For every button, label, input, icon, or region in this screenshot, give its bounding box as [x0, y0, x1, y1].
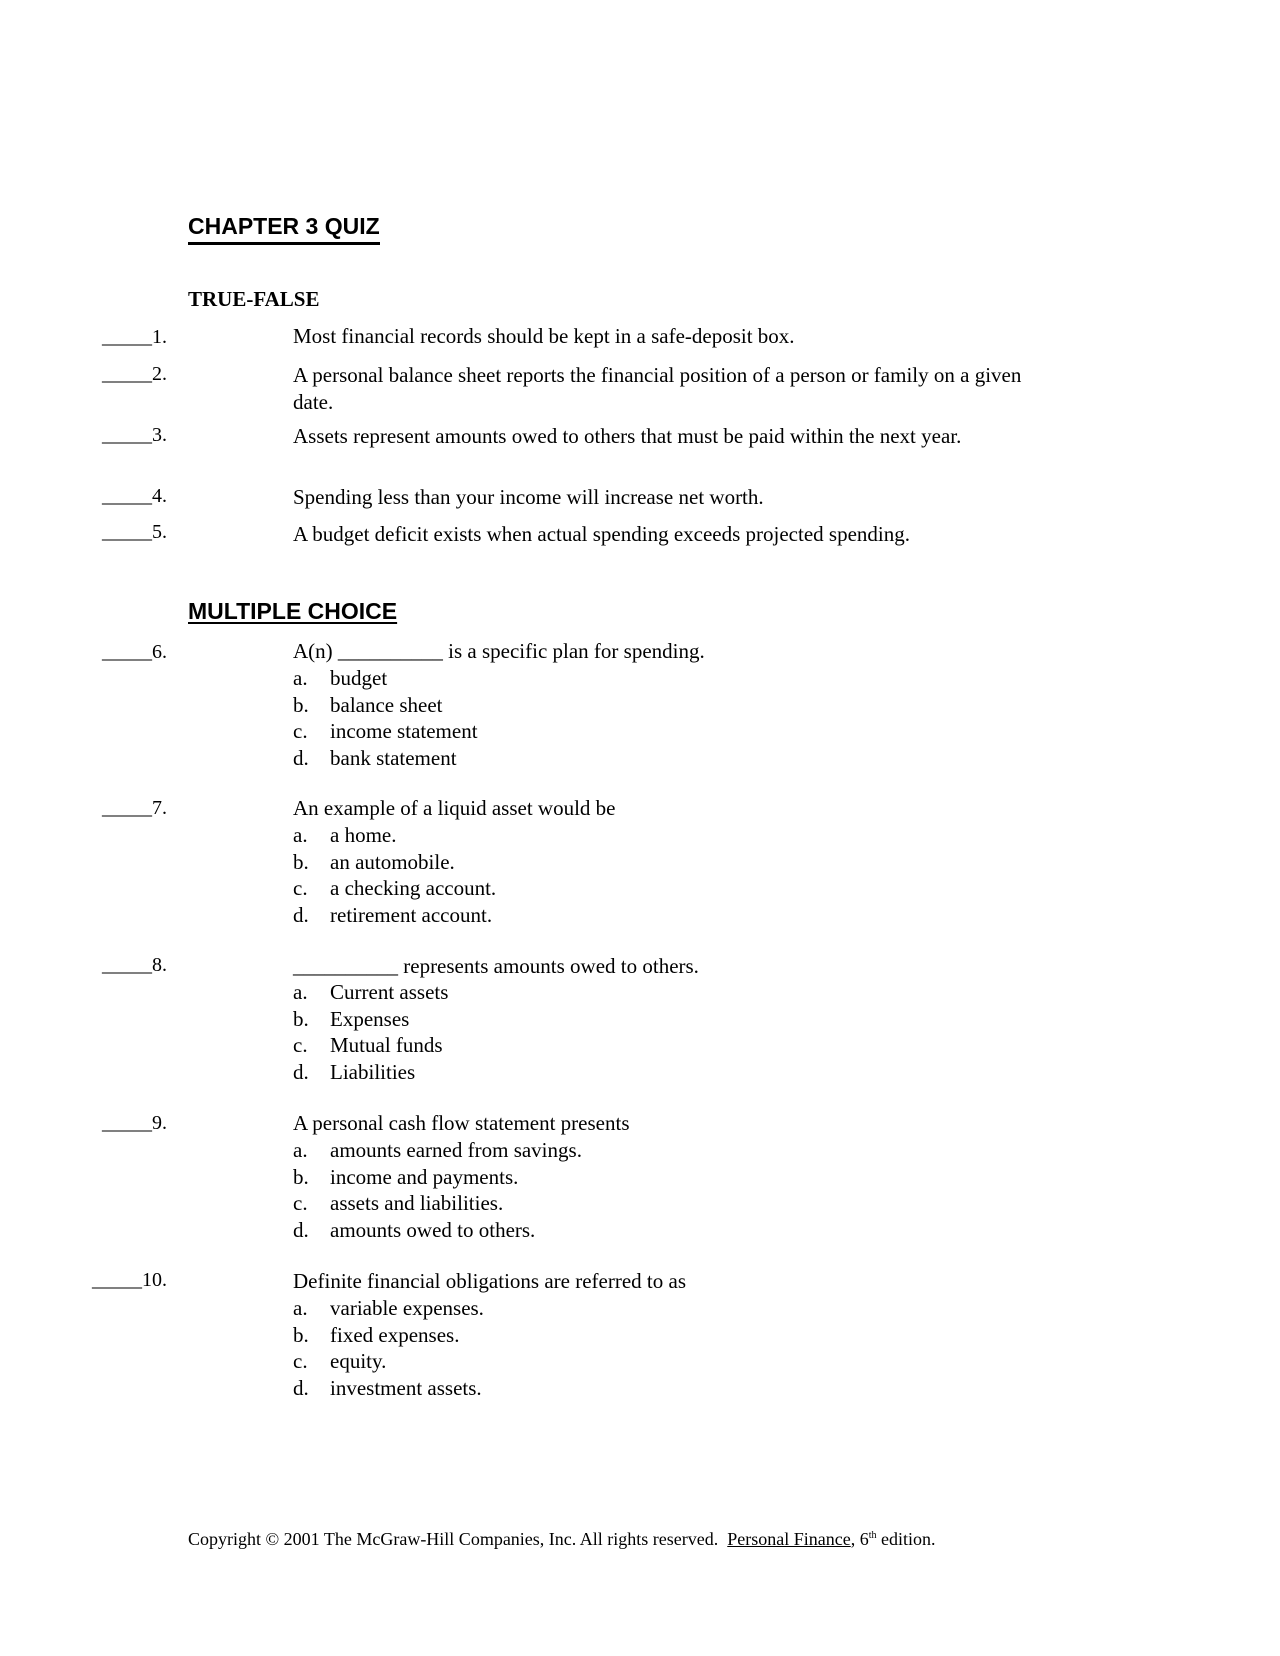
- true-false-heading: TRUE-FALSE: [188, 287, 320, 311]
- option-item: [293, 1348, 484, 1375]
- option-letter: d.: [293, 1059, 309, 1084]
- mc-question-10-number: _____10.: [92, 1269, 167, 1291]
- option-letter: a.: [293, 1138, 308, 1162]
- option-item: [293, 1295, 484, 1322]
- tf-question-5-number: _____5.: [102, 521, 167, 543]
- option-item: [293, 849, 496, 876]
- edition-suffix: th: [868, 1530, 877, 1541]
- tf-question-2-number: _____2.: [102, 363, 167, 385]
- mc-question-7-number: _____7.: [102, 797, 167, 819]
- option-text: a home.: [330, 823, 397, 847]
- option-letter: b.: [293, 1006, 309, 1031]
- tf-question-4-number: _____4.: [102, 485, 167, 507]
- option-text: assets and liabilities.: [330, 1191, 504, 1215]
- option-text: amounts owed to others.: [330, 1217, 536, 1242]
- mc-question-6-text: A(n) __________ is a specific plan for spending.: [293, 639, 705, 663]
- option-text: fixed expenses.: [330, 1322, 460, 1347]
- book-title: Personal Finance: [727, 1529, 851, 1549]
- option-text: Current assets: [330, 980, 449, 1004]
- option-text: investment assets.: [330, 1375, 482, 1400]
- option-text: amounts earned from savings.: [330, 1138, 582, 1162]
- option-letter: d.: [293, 745, 309, 770]
- option-item: [293, 1006, 448, 1033]
- option-text: income statement: [330, 719, 478, 743]
- option-text: income and payments.: [330, 1164, 519, 1189]
- option-item: [293, 1059, 448, 1086]
- option-letter: b.: [293, 849, 309, 874]
- edition-word: edition.: [876, 1529, 936, 1549]
- option-item: [293, 718, 478, 745]
- tf-question-5-text: A budget deficit exists when actual spending exceeds projected spending.: [293, 522, 910, 546]
- option-text: variable expenses.: [330, 1296, 484, 1320]
- option-item: [293, 692, 478, 719]
- tf-question-1-number: _____1.: [102, 326, 167, 348]
- tf-question-3-number: _____3.: [102, 424, 167, 446]
- option-letter: a.: [293, 980, 308, 1004]
- option-item: [293, 875, 496, 902]
- copyright-footer: [188, 1528, 936, 1550]
- option-item: [293, 1190, 582, 1217]
- mc-question-8-number: _____8.: [102, 954, 167, 976]
- option-text: balance sheet: [330, 692, 443, 717]
- option-text: Expenses: [330, 1006, 410, 1031]
- option-text: bank statement: [330, 745, 457, 770]
- option-item: [293, 902, 496, 929]
- mc-question-7-options: [293, 822, 496, 928]
- option-letter: b.: [293, 1164, 309, 1189]
- mc-question-10-text: Definite financial obligations are referred to as: [293, 1269, 686, 1293]
- option-letter: c.: [293, 1033, 308, 1057]
- option-text: budget: [330, 666, 388, 690]
- option-letter: b.: [293, 1322, 309, 1347]
- mc-question-9-options: [293, 1137, 582, 1243]
- option-item: [293, 665, 478, 692]
- option-text: a checking account.: [330, 876, 497, 900]
- option-item: [293, 1375, 484, 1402]
- option-item: [293, 1032, 448, 1059]
- mc-question-8-options: [293, 979, 448, 1085]
- option-text: retirement account.: [330, 902, 493, 927]
- option-letter: b.: [293, 692, 309, 717]
- option-text: equity.: [330, 1349, 387, 1373]
- tf-question-4-text: Spending less than your income will increase net worth.: [293, 485, 764, 509]
- option-item: [293, 745, 478, 772]
- option-letter: a.: [293, 823, 308, 847]
- tf-question-3-text: Assets represent amounts owed to others that must be paid within the next year.: [293, 424, 962, 448]
- mc-question-9-number: _____9.: [102, 1112, 167, 1134]
- option-letter: c.: [293, 876, 308, 900]
- mc-question-6-number: _____6.: [102, 641, 167, 663]
- mc-question-6-options: [293, 665, 478, 771]
- option-item: [293, 979, 448, 1006]
- option-letter: c.: [293, 1191, 308, 1215]
- edition-number: , 6: [850, 1529, 869, 1549]
- option-letter: a.: [293, 666, 308, 690]
- option-item: [293, 1137, 582, 1164]
- mc-question-8-text: __________ represents amounts owed to others.: [293, 954, 699, 978]
- mc-question-10-options: [293, 1295, 484, 1401]
- option-letter: d.: [293, 902, 309, 927]
- chapter-title: CHAPTER 3 QUIZ: [188, 212, 380, 245]
- option-item: [293, 1322, 484, 1349]
- option-item: [293, 1217, 582, 1244]
- option-item: [293, 1164, 582, 1191]
- mc-question-7-text: An example of a liquid asset would be: [293, 796, 616, 820]
- tf-question-2-text: A personal balance sheet reports the financial position of a person or family on a given date.: [293, 363, 1022, 414]
- multiple-choice-heading: MULTIPLE CHOICE: [188, 598, 398, 624]
- mc-question-9-text: A personal cash flow statement presents: [293, 1111, 630, 1135]
- option-letter: d.: [293, 1375, 309, 1400]
- option-text: an automobile.: [330, 849, 455, 874]
- option-text: Mutual funds: [330, 1033, 443, 1057]
- option-letter: c.: [293, 1349, 308, 1373]
- option-letter: d.: [293, 1217, 309, 1242]
- tf-question-1-text: Most financial records should be kept in a safe-deposit box.: [293, 324, 795, 348]
- copyright-text: Copyright © 2001 The McGraw-Hill Companies, Inc. All rights reserved.: [188, 1529, 719, 1549]
- option-text: Liabilities: [330, 1059, 416, 1084]
- option-letter: a.: [293, 1296, 308, 1320]
- option-item: [293, 822, 496, 849]
- option-letter: c.: [293, 719, 308, 743]
